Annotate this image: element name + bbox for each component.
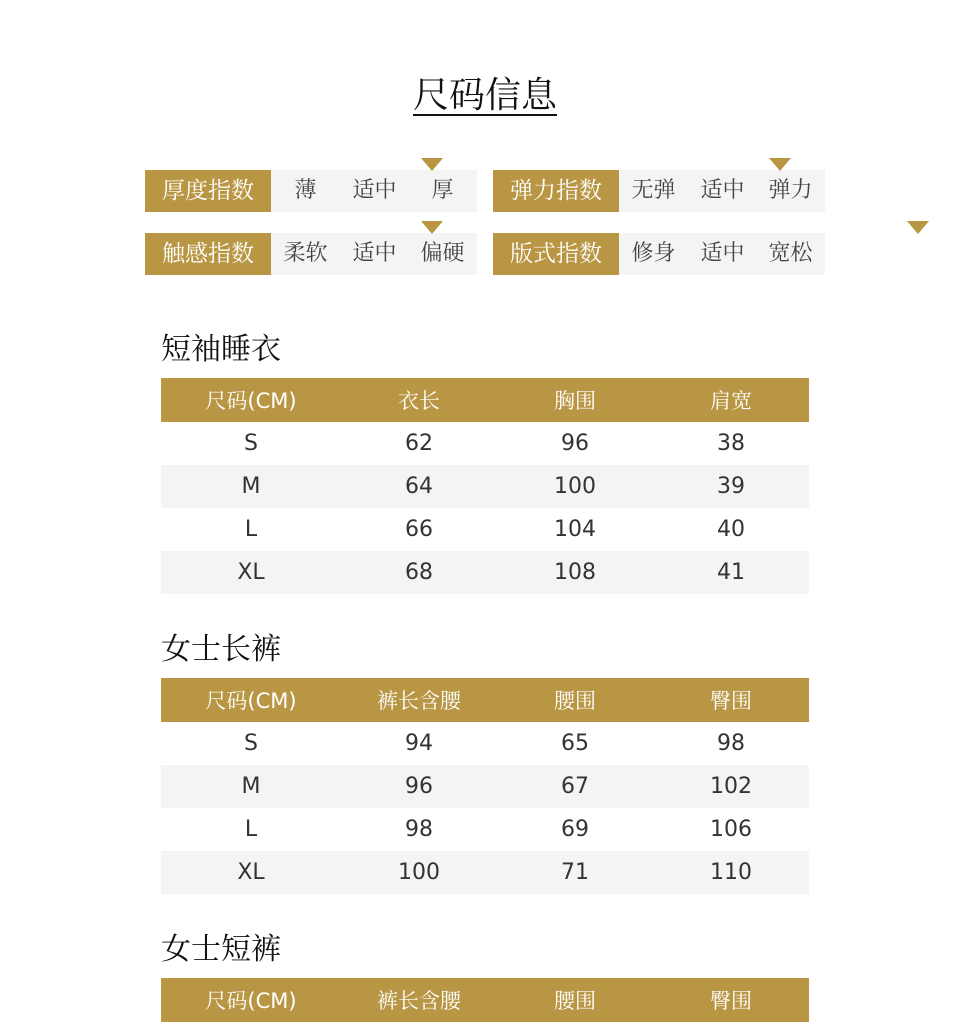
index-option: 弹力: [768, 178, 813, 203]
table-cell: 68: [341, 551, 497, 594]
table-row: [161, 808, 809, 851]
table-cell: 98: [717, 731, 745, 756]
table-cell: 39: [653, 465, 809, 508]
table-cell: 69: [561, 817, 589, 842]
index-options: [619, 233, 825, 275]
table-cell: 38: [717, 431, 745, 456]
column-header: 臀围: [653, 678, 809, 722]
table-cell: 41: [653, 551, 809, 594]
index-option: 适中: [352, 241, 397, 266]
table-cell: S: [244, 731, 258, 756]
section-title: 女士短裤: [161, 932, 281, 967]
size-table-short-sleeve: [161, 378, 809, 594]
table-row: [161, 551, 809, 594]
index-options: [271, 170, 477, 212]
table-cell: M: [161, 465, 341, 508]
table-row: [161, 422, 809, 465]
index-option: 无弹: [631, 178, 676, 203]
index-option: 柔软: [283, 241, 328, 266]
column-header: 尺码(CM): [161, 678, 341, 722]
table-row: [161, 765, 809, 808]
table-header-row: [161, 378, 809, 422]
column-header: 臀围: [653, 978, 809, 1022]
thickness-index: [145, 170, 477, 212]
table-cell: 98: [405, 817, 433, 842]
table-cell: 62: [405, 431, 433, 456]
section-title: 短袖睡衣: [161, 332, 281, 367]
fit-index: [493, 233, 825, 275]
selected-marker-icon: [907, 221, 929, 234]
table-cell: L: [244, 517, 258, 542]
table-cell: 106: [710, 817, 752, 842]
column-header: 裤长含腰: [341, 978, 497, 1022]
column-header: 裤长含腰: [341, 678, 497, 722]
table-cell: 100: [341, 851, 497, 894]
index-option: 偏硬: [420, 241, 465, 266]
table-cell: 65: [561, 731, 589, 756]
index-option: 适中: [700, 178, 745, 203]
size-table-shorts: [161, 978, 809, 1022]
index-option: 适中: [700, 241, 745, 266]
index-option: 适中: [352, 178, 397, 203]
table-cell: 110: [653, 851, 809, 894]
table-header-row: [161, 978, 809, 1022]
table-cell: 40: [717, 517, 745, 542]
column-header: 衣长: [341, 378, 497, 422]
table-cell: 96: [341, 765, 497, 808]
table-cell: 94: [405, 731, 433, 756]
index-option: 修身: [631, 241, 676, 266]
index-option: 宽松: [768, 241, 813, 266]
index-options: [271, 233, 477, 275]
index-label: 弹力指数: [493, 170, 619, 212]
table-cell: L: [244, 817, 258, 842]
index-label: 版式指数: [493, 233, 619, 275]
table-cell: 66: [405, 517, 433, 542]
table-cell: 96: [561, 431, 589, 456]
touch-index: [145, 233, 477, 275]
index-options: [619, 170, 825, 212]
index-label: 触感指数: [145, 233, 271, 275]
table-cell: XL: [161, 851, 341, 894]
index-label: 厚度指数: [145, 170, 271, 212]
section-title: 女士长裤: [161, 632, 281, 667]
table-cell: M: [161, 765, 341, 808]
size-table-long-pants: [161, 678, 809, 894]
column-header: 胸围: [497, 378, 653, 422]
table-cell: XL: [161, 551, 341, 594]
column-header: 腰围: [497, 678, 653, 722]
table-cell: 71: [497, 851, 653, 894]
column-header: 肩宽: [653, 378, 809, 422]
table-cell: 102: [653, 765, 809, 808]
table-row: [161, 508, 809, 551]
table-cell: 67: [497, 765, 653, 808]
table-header-row: [161, 678, 809, 722]
elasticity-index: [493, 170, 825, 212]
table-cell: S: [244, 431, 258, 456]
column-header: 尺码(CM): [161, 978, 341, 1022]
index-option: 厚: [431, 178, 454, 203]
table-cell: 108: [497, 551, 653, 594]
table-cell: 64: [341, 465, 497, 508]
column-header: 尺码(CM): [161, 378, 341, 422]
table-row: [161, 722, 809, 765]
index-option: 薄: [294, 178, 317, 203]
column-header: 腰围: [497, 978, 653, 1022]
table-row: [161, 851, 809, 894]
table-row: [161, 465, 809, 508]
page-title: 尺码信息: [412, 75, 557, 116]
table-cell: 104: [554, 517, 596, 542]
table-cell: 100: [497, 465, 653, 508]
